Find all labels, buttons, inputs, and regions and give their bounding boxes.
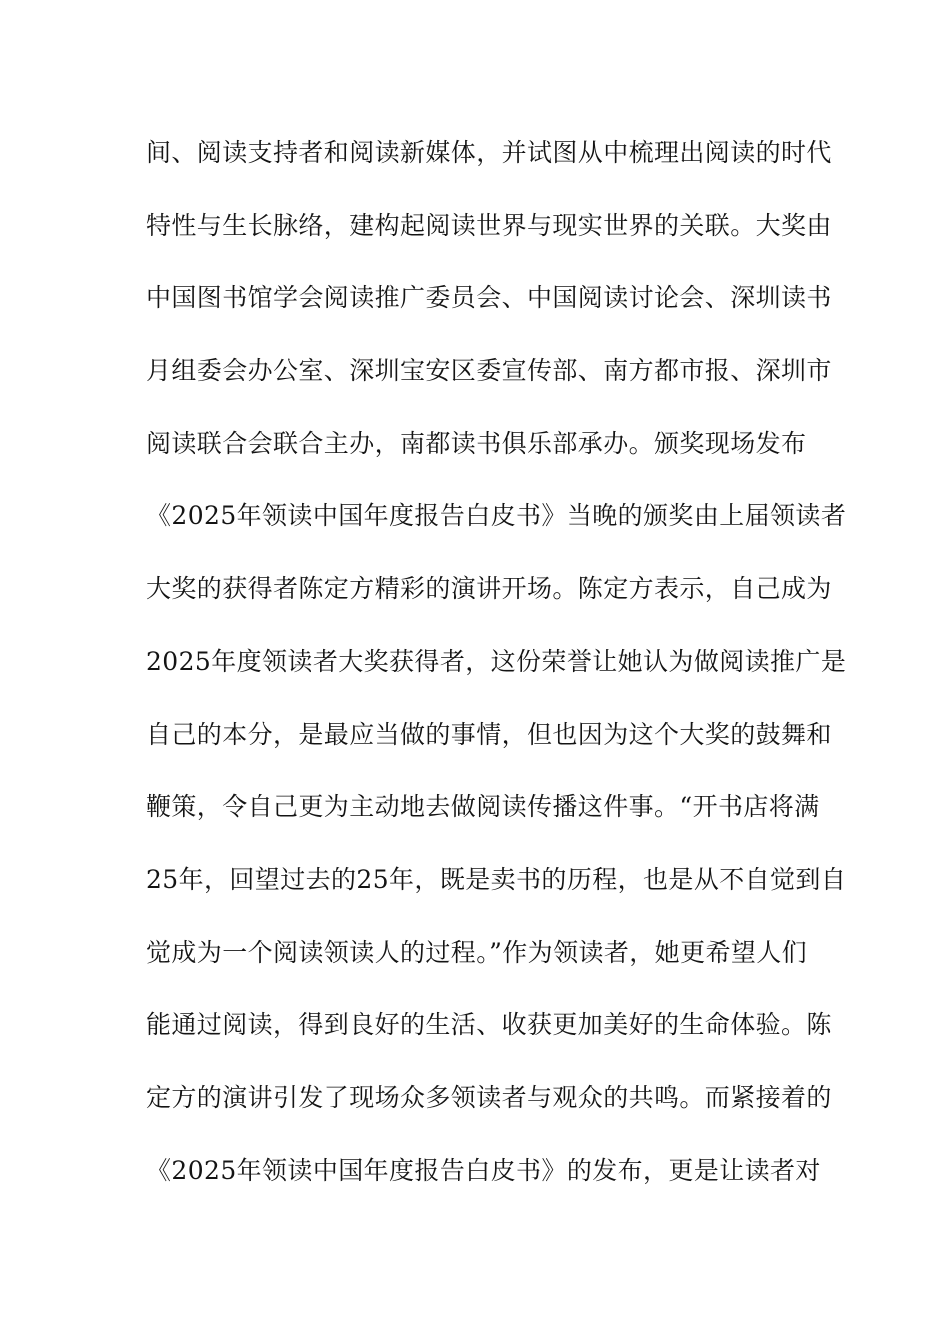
text-line: 中国图书馆学会阅读推广委员会、中国阅读讨论会、深圳读书 xyxy=(146,283,832,313)
text-line: 自己的本分，是最应当做的事情，但也因为这个大奖的鼓舞和 xyxy=(146,719,832,749)
text-line: 特性与生长脉络，建构起阅读世界与现实世界的关联。大奖由 xyxy=(146,210,832,240)
text-line: 阅读联合会联合主办，南都读书俱乐部承办。颁奖现场发布 xyxy=(146,428,807,458)
text-line: 间、阅读支持者和阅读新媒体，并试图从中梳理出阅读的时代 xyxy=(146,138,832,167)
text-line: 《2025年领读中国年度报告白皮书》当晚的颁奖由上届领读者 xyxy=(146,501,847,531)
body-text xyxy=(146,130,847,1220)
text-line: 觉成为一个阅读领读人的过程。”作为领读者，她更希望人们 xyxy=(146,937,808,967)
text-line: 25年，回望过去的25年，既是卖书的历程，也是从不自觉到自 xyxy=(146,864,847,894)
text-line: 定方的演讲引发了现场众多领读者与观众的共鸣。而紧接着的 xyxy=(146,1082,832,1112)
text-line: 大奖的获得者陈定方精彩的演讲开场。陈定方表示，自己成为 xyxy=(146,574,832,604)
text-line: 能通过阅读，得到良好的生活、收获更加美好的生命体验。陈 xyxy=(146,1010,832,1040)
text-line: 《2025年领读中国年度报告白皮书》的发布，更是让读者对 xyxy=(146,1155,821,1185)
text-line: 2025年度领读者大奖获得者，这份荣誉让她认为做阅读推广是 xyxy=(146,646,847,676)
text-line: 月组委会办公室、深圳宝安区委宣传部、南方都市报、深圳市 xyxy=(146,356,832,386)
text-line: 鞭策，令自己更为主动地去做阅读传播这件事。“开书店将满 xyxy=(146,792,820,822)
